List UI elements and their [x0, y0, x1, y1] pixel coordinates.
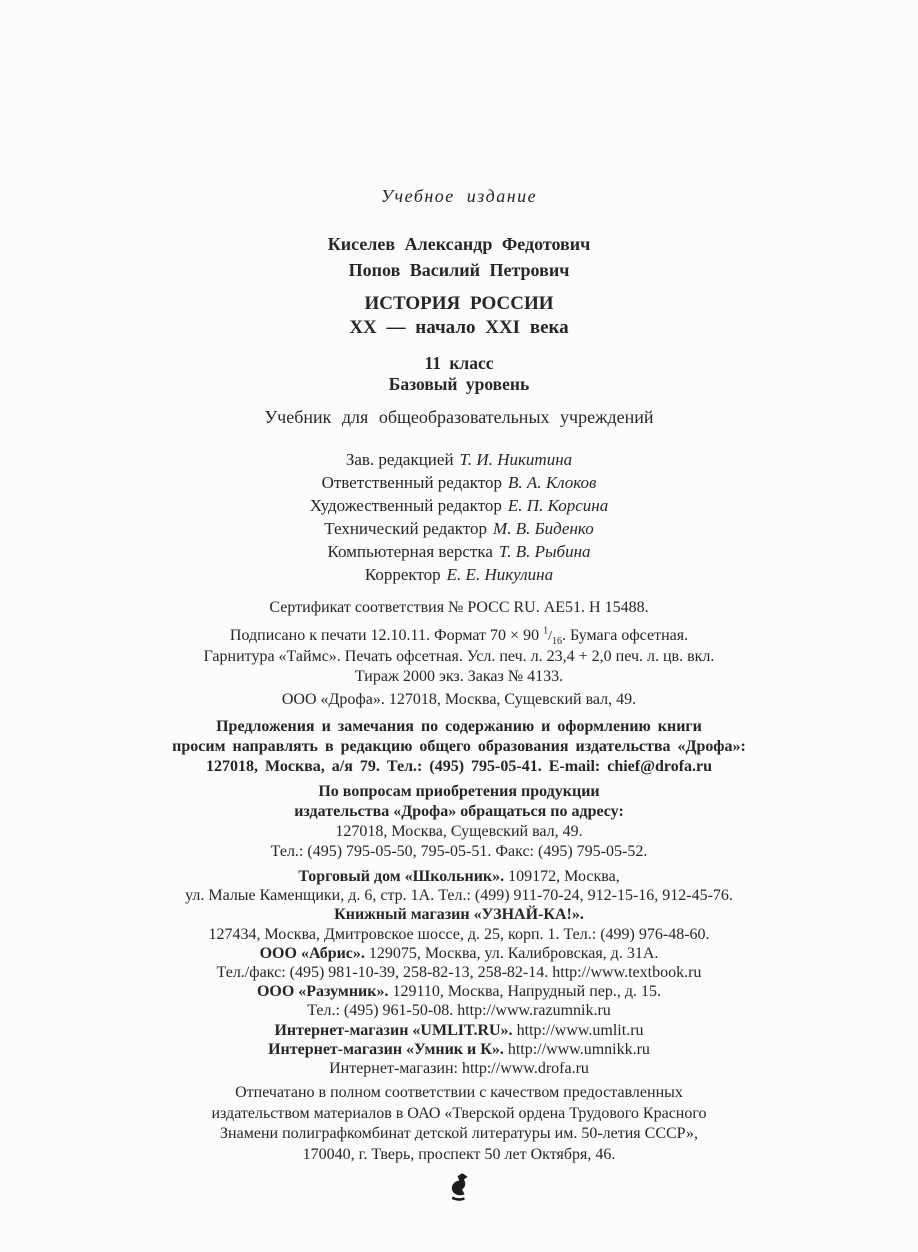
printing-house-paragraph: [0, 1083, 918, 1165]
format-fraction-slash: /: [548, 629, 552, 644]
seller-details: http://www.umlit.ru: [512, 1021, 644, 1039]
certificate-line: Сертификат соответствия № РОСС RU. АЕ51. Н 15488.: [269, 599, 649, 616]
seller-line: [0, 1059, 918, 1078]
staff-row: [0, 494, 918, 517]
staff-name: Е. П. Корсина: [507, 496, 609, 515]
publisher-address-line: ООО «Дрофа». 127018, Москва, Сущевский вал, 49.: [281, 691, 637, 708]
book-title: ИСТОРИЯ РОССИИ: [364, 293, 554, 314]
seller-name: ООО «Разумник».: [256, 983, 389, 1001]
print-details-line: Тираж 2000 экз. Заказ № 4133.: [354, 668, 564, 685]
printing-house-line: 170040, г. Тверь, проспект 50 лет Октября, 46.: [302, 1145, 616, 1163]
print-details-line: Гарнитура «Таймс». Печать офсетная. Усл. печ. л. 23,4 + 2,0 печ. л. цв. вкл.: [203, 648, 715, 665]
staff-row: [0, 471, 918, 494]
staff-role: Корректор: [364, 565, 441, 584]
print-details-block: [0, 626, 918, 687]
feedback-paragraph: [0, 717, 918, 777]
printing-house-line: Знамени полиграфкомбинат детской литературы им. 50-летия СССР»,: [220, 1125, 698, 1143]
book-title-period: XX — начало XXI века: [349, 317, 569, 338]
audience-label: Учебник для общеобразовательных учреждений: [264, 407, 654, 427]
seller-details: 129110, Москва, Напрудный пер., д. 15.: [388, 983, 662, 1001]
seller-details: Тел.: (495) 961-50-08. http://www.razumnik.ru: [307, 1002, 611, 1020]
purchase-line: издательства «Дрофа» обращаться по адресу:: [294, 803, 624, 820]
printing-house-line: Отпечатано в полном соответствии с качеством предоставленных: [235, 1084, 683, 1102]
seller-details: 127434, Москва, Дмитровское шоссе, д. 25, корп. 1. Тел.: (499) 976-48-60.: [208, 925, 710, 943]
purchase-line: По вопросам приобретения продукции: [318, 783, 600, 800]
seller-details: 129075, Москва, ул. Калибровская, д. 31А.: [364, 944, 659, 962]
seller-details: ул. Малые Каменщики, д. 6, стр. 1А. Тел.: (499) 911-70-24, 912-15-16, 912-45-76.: [185, 887, 733, 905]
staff-name: М. В. Биденко: [493, 519, 594, 538]
feedback-line: Предложения и замечания по содержанию и оформлению книги: [216, 718, 702, 735]
seller-line: [0, 867, 918, 886]
seller-details: Тел./факс: (495) 981-10-39, 258-82-13, 258-82-14. http://www.textbook.ru: [216, 964, 702, 982]
staff-role: Технический редактор: [324, 519, 488, 538]
level-label: Базовый уровень: [388, 374, 530, 394]
feedback-line: 127018, Москва, а/я 79. Тел.: (495) 795-05-41. E-mail: chief@drofa.ru: [205, 758, 713, 775]
seller-line: [0, 982, 918, 1001]
seller-line: [0, 1021, 918, 1040]
staff-row: [0, 448, 918, 471]
staff-name: Е. Е. Никулина: [446, 565, 554, 584]
print-details-line: [0, 626, 918, 647]
author-name: Попов Василий Петрович: [348, 260, 570, 280]
format-text: Подписано к печати 12.10.11. Формат 70 × 90: [229, 627, 544, 644]
seller-line: [0, 1001, 918, 1020]
seller-name: Торговый дом «Школьник».: [298, 868, 505, 885]
seller-details: http://www.umnikk.ru: [503, 1040, 650, 1058]
author-name: Киселев Александр Федотович: [327, 234, 591, 254]
format-fraction-denominator: 16: [551, 636, 562, 648]
seller-name: ООО «Абрис».: [259, 944, 365, 962]
seller-name: Книжный магазин «УЗНАЙ-КА!».: [334, 906, 584, 924]
book-title-block: [0, 292, 918, 340]
printing-house-line: издательством материалов в ОАО «Тверской ордена Трудового Красного: [211, 1104, 707, 1122]
staff-role: Художественный редактор: [309, 496, 502, 515]
seller-line: [0, 925, 918, 944]
staff-block: [0, 448, 918, 586]
staff-name: Т. В. Рыбина: [498, 542, 591, 561]
staff-row: [0, 517, 918, 540]
seller-line: [0, 905, 918, 924]
drofa-printer-emblem-icon: [448, 1191, 470, 1208]
seller-details: Интернет-магазин: http://www.drofa.ru: [329, 1060, 589, 1078]
seller-name: Интернет-магазин «UMLIT.RU».: [274, 1021, 513, 1039]
authors-block: [0, 231, 918, 283]
seller-line: [0, 886, 918, 905]
staff-role: Ответственный редактор: [321, 473, 503, 492]
sellers-block: [0, 867, 918, 1078]
staff-row: [0, 540, 918, 563]
seller-line: [0, 963, 918, 982]
staff-row: [0, 563, 918, 586]
staff-role: Зав. редакцией: [345, 450, 454, 469]
grade-block: [0, 353, 918, 395]
seller-name: Интернет-магазин «Умник и К».: [268, 1040, 504, 1058]
purchase-line: 127018, Москва, Сущевский вал, 49.: [335, 823, 583, 840]
edition-type-label: Учебное издание: [380, 186, 538, 206]
staff-name: Т. И. Никитина: [459, 450, 573, 469]
format-fraction-numerator: 1: [543, 625, 549, 637]
feedback-line: просим направлять в редакцию общего образования издательства «Дрофа»:: [172, 738, 746, 755]
printer-logo-block: [0, 1172, 918, 1209]
purchase-line: Тел.: (495) 795-05-50, 795-05-51. Факс: (495) 795-05-52.: [270, 843, 648, 860]
seller-line: [0, 944, 918, 963]
purchase-paragraph: [0, 782, 918, 862]
format-text-tail: . Бумага офсетная.: [561, 627, 689, 644]
grade-label: 11 класс: [424, 353, 494, 373]
seller-details: 109172, Москва,: [504, 868, 620, 885]
staff-name: В. А. Клоков: [508, 473, 597, 492]
staff-role: Компьютерная верстка: [327, 542, 493, 561]
seller-line: [0, 1040, 918, 1059]
